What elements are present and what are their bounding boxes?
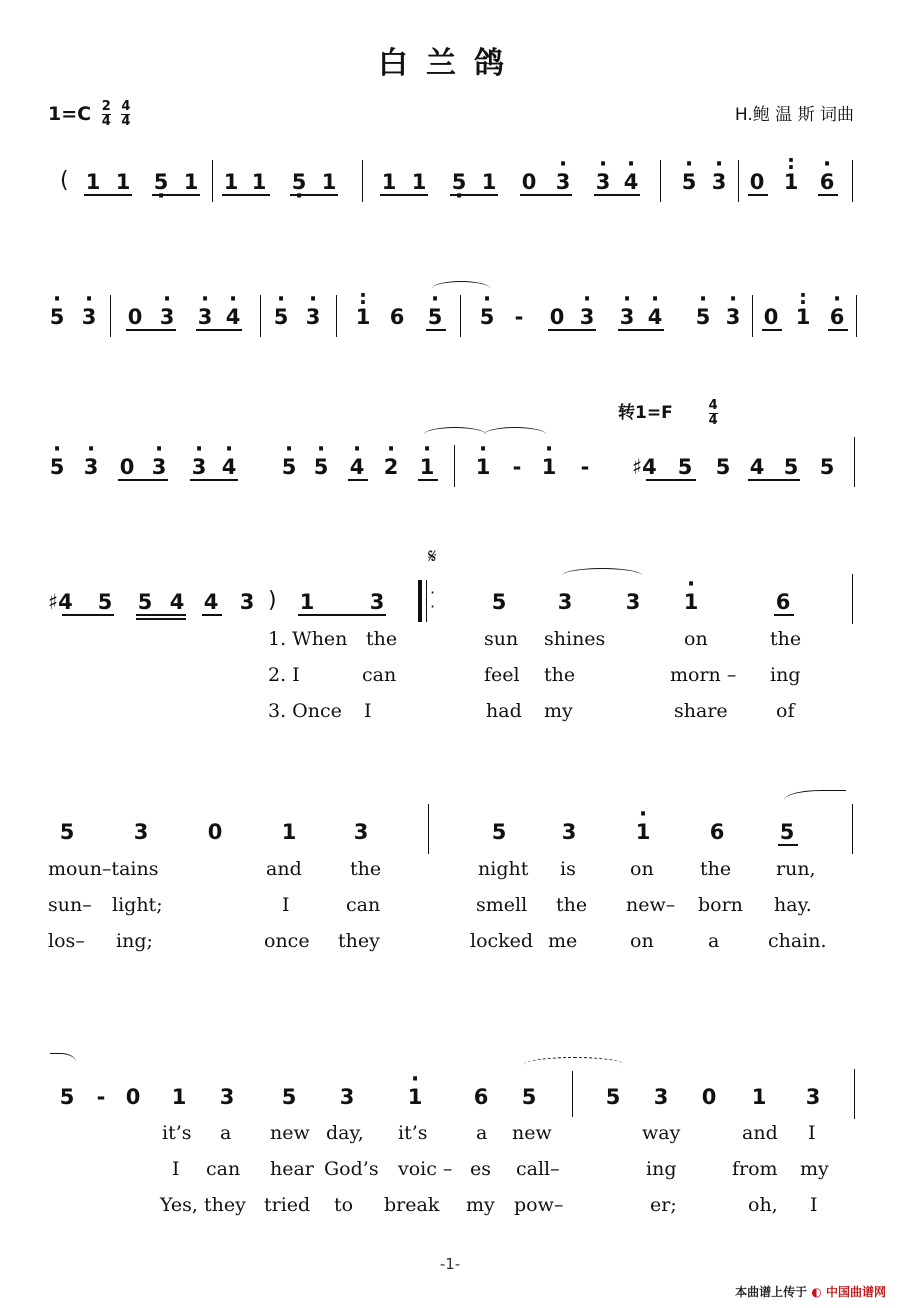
note: 5 [491,820,507,844]
beam [152,194,200,196]
note: 1 [381,170,397,194]
barline [572,1071,573,1117]
barline [212,160,213,202]
note: · 3 [618,305,636,329]
note: · 1 [634,820,652,844]
beam [762,329,782,331]
note: · 5 [48,305,66,329]
note: · 6 [828,305,846,329]
beam [778,844,798,846]
note: 3 [653,1085,669,1109]
beam [136,614,186,616]
page-number: -1- [439,1255,461,1273]
note: 5 [605,1085,621,1109]
note: 5 [281,1085,297,1109]
note: · 3 [594,170,612,194]
note: 5 [97,590,113,614]
note: · 5 [312,455,330,479]
barline [738,160,739,202]
repeat-barline-thick [418,580,422,622]
beam [348,479,368,481]
note: · 4 [348,455,366,479]
note: 5 · [450,170,468,194]
modulation-label: 转1=F [618,403,673,423]
note: 1 [299,590,315,614]
note: 5 [59,1085,75,1109]
note: · 5 [680,170,698,194]
note: ♯4 [48,590,73,614]
key-label: 1=C [48,103,92,125]
note: 3 [561,820,577,844]
beam [818,194,838,196]
note: · 1 [474,455,492,479]
tie [524,1057,624,1072]
note: 5 [783,455,799,479]
barline [260,295,261,337]
note: · 5 [272,305,290,329]
repeat-barline-thin [426,580,427,622]
note: 3 [557,590,573,614]
note: · 3 [150,455,168,479]
beam [118,479,168,481]
note: 5 · [290,170,308,194]
song-title: 白兰鸽 [378,46,522,81]
note: · 5 [48,455,66,479]
note: · 3 [80,305,98,329]
time-signature-2: $\frac{4}{4}$ [121,99,131,129]
tie [562,568,642,583]
note: 1 [411,170,427,194]
composer-credit: H.鲍 温 斯 词曲 [734,105,854,125]
note: 0 [549,305,565,329]
note: · 3 [710,170,728,194]
repeat-dots: · · [430,583,436,616]
lyrics-block-2: moun–tains and the night is on the run, sun– light; I can smell the new– born hay. los– ing; once they locked me on a chain. [48,858,827,952]
note: · 2 [382,455,400,479]
beam [222,194,270,196]
note: · 1 [682,590,700,614]
note: 1 [751,1085,767,1109]
note: : 1 [354,305,372,329]
barline [428,804,429,854]
note: 5 [521,1085,537,1109]
brand-logo-icon: ◐ [811,1285,822,1299]
note: 3 [805,1085,821,1109]
open-paren: ( [60,168,69,193]
note: : 1 [782,170,800,194]
barline [852,804,853,854]
lyrics-block-3: it’s a new day, it’s a new way and I I can hear God’s voic – es call– ing from my Yes, they tried to break my pow– er; oh, I [160,1122,829,1216]
note: 3 [353,820,369,844]
beam [418,479,438,481]
note: 6 [775,590,791,614]
beam [548,329,596,331]
note: 1 [85,170,101,194]
beam [380,194,428,196]
segno-sign: 𝄋 [428,544,437,568]
note: · 3 [82,455,100,479]
close-paren: ) [268,588,277,613]
note: · 4 [622,170,640,194]
note: 1 [321,170,337,194]
dash: - [96,1085,106,1109]
barline [336,295,337,337]
note: 5 [137,590,153,614]
beam [62,614,114,616]
note: 5 [779,820,795,844]
beam [646,479,696,481]
key-signature [48,100,130,129]
beam [196,329,242,331]
barline [110,295,111,337]
note: 3 [339,1085,355,1109]
beam [450,194,498,196]
note: · 4 [646,305,664,329]
time-signature-1: $\frac{2}{4}$ [101,99,111,129]
barline [454,445,455,487]
note: 3 [219,1085,235,1109]
note: · 3 [304,305,322,329]
barline [856,295,857,337]
note: · 3 [578,305,596,329]
note: 3 [625,590,641,614]
note: · 4 [220,455,238,479]
note: 1 [223,170,239,194]
barline [460,295,461,337]
note: 1 [183,170,199,194]
note: 0 [127,305,143,329]
beam [426,329,446,331]
tie [50,1053,76,1068]
modulation-time-signature: $\frac{4}{4}$ [708,397,718,428]
beam [298,614,386,616]
modulation-mark [618,398,718,428]
note: 4 [169,590,185,614]
note: · 1 [418,455,436,479]
note: 0 [701,1085,717,1109]
beam [202,614,222,616]
note: 4 [203,590,219,614]
note: 6 [473,1085,489,1109]
dash: - [580,455,590,479]
note: · 5 [426,305,444,329]
beam [774,614,794,616]
barline [752,295,753,337]
note: 3 [133,820,149,844]
score-line-1 [0,168,900,258]
note: 1 [281,820,297,844]
note: 3 [239,590,255,614]
barline [854,1069,855,1119]
beam [594,194,640,196]
note: 5 [715,455,731,479]
barline [854,437,855,487]
note: · 1 [540,455,558,479]
note: · 3 [196,305,214,329]
note: 1 [481,170,497,194]
lyrics-block-1: 1. When the sun shines on the 2. I can feel the morn – ing 3. Once I had my share of [268,628,802,722]
note: · 5 [280,455,298,479]
note: ♯4 [632,455,657,479]
dash: - [514,305,524,329]
note: 0 [125,1085,141,1109]
note: 0 [521,170,537,194]
note: 0 [763,305,779,329]
note: · 3 [158,305,176,329]
beam [520,194,572,196]
note: 0 [119,455,135,479]
note: · 6 [818,170,836,194]
brand-name: 中国曲谱网 [825,1285,886,1299]
score-line-2 [0,303,900,393]
note: 5 · [152,170,170,194]
upload-text: 本曲谱上传于 [735,1285,808,1299]
note: · 3 [554,170,572,194]
note: 5 [491,590,507,614]
note: · 4 [224,305,242,329]
note: 0 [207,820,223,844]
beam [748,479,800,481]
barline [362,160,363,202]
note: · 1 [406,1085,424,1109]
beam [84,194,132,196]
note: 1 [251,170,267,194]
note: 0 [749,170,765,194]
barline [660,160,661,202]
beam [618,329,664,331]
note: · 3 [724,305,742,329]
note: · 3 [190,455,208,479]
beam [136,618,186,620]
note: : 1 [794,305,812,329]
score-line-3 [0,453,900,543]
note: 6 [389,305,405,329]
beam [126,329,176,331]
beam [748,194,768,196]
note: 5 [819,455,835,479]
tie [484,427,546,442]
note: 5 [59,820,75,844]
note: 5 [677,455,693,479]
beam [828,329,848,331]
tie [784,790,846,807]
upload-credit [735,1283,886,1300]
note: 6 [709,820,725,844]
note: 1 [171,1085,187,1109]
barline [852,160,853,202]
beam [190,479,238,481]
barline [852,574,853,624]
note: · 5 [478,305,496,329]
note: 4 [749,455,765,479]
note: 3 [369,590,385,614]
dash: - [512,455,522,479]
note: 1 [115,170,131,194]
beam [290,194,338,196]
note: · 5 [694,305,712,329]
